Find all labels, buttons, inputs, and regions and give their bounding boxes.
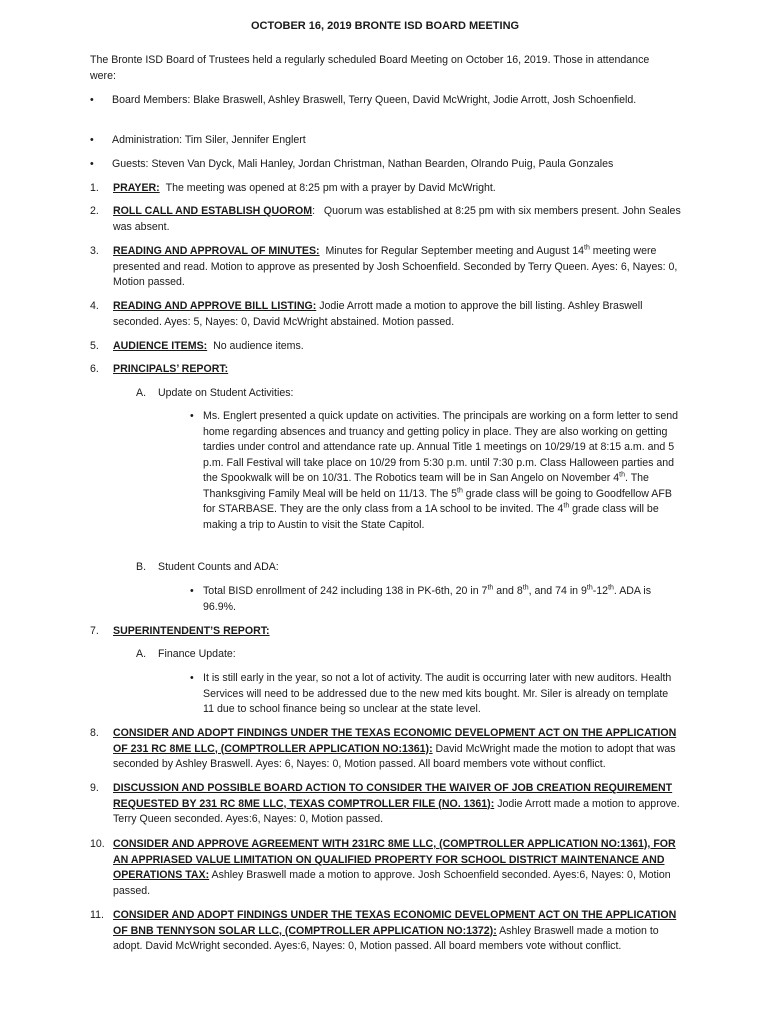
finance-update-text: It is still early in the year, so not a lot of activity. The audit is occurring later with new auditors. Health Services will need to be addressed due to the new med kits bought. Mr. Siler is already on template 11 due to school finance being so unclear at the state level. xyxy=(203,672,672,715)
item-text: David McWright made the motion to adopt that was seconded by Ashley Braswell. Ayes: 6, Nayes: 0, Motion passed. All board members vote without conflict. xyxy=(113,742,676,770)
ordinal-suffix: th xyxy=(619,471,625,479)
item-number: 2. xyxy=(90,205,99,217)
intro-paragraph: The Bronte ISD Board of Trustees held a regularly scheduled Board Meeting on October 16, 2019. Those in attendance were: xyxy=(90,54,650,82)
agenda-item-11 xyxy=(113,908,683,955)
enrollment-text xyxy=(203,584,681,615)
item-heading: PRAYER: xyxy=(113,182,160,194)
paragraph-text: Total BISD enrollment of 242 including 138 in PK-6th, 20 in 7 xyxy=(203,585,488,597)
agenda-item-principals-report xyxy=(113,362,683,378)
agenda-item-prayer xyxy=(113,181,683,197)
ordinal-suffix: th xyxy=(487,584,494,592)
agenda-item-8 xyxy=(113,726,683,773)
agenda-item-9 xyxy=(113,781,683,828)
item-text: Quorum was established at 8:25 pm with six members present. John Seales was absent. xyxy=(113,205,681,233)
item-heading: READING AND APPROVAL OF MINUTES: xyxy=(113,245,320,257)
sub-heading: Update on Student Activities: xyxy=(158,387,294,399)
item-text: meeting were presented and read. Motion to approve as presented by Josh Schoenfield. Seconded by Terry Queen. Ayes: 6, Nayes: 0, Motion passed. xyxy=(113,245,678,288)
item-text: No audience items. xyxy=(213,340,304,352)
item-text: Ashley Braswell made a motion to adopt. David McWright seconded. Ayes:6, Nayes: 0, Motion passed. All board members vote without conflict. xyxy=(113,924,659,952)
item-number: 4. xyxy=(90,300,99,312)
bullet-icon: • xyxy=(90,158,94,170)
item-heading: CONSIDER AND ADOPT FINDINGS UNDER THE TEXAS ECONOMIC DEVELOPMENT ACT ON THE APPLICATION OF BNB TENNYSON SOLAR LLC, (COMPTROLLER APPLICATION NO:1372): xyxy=(113,909,677,937)
item-text: Jodie Arrott made a motion to approve. Terry Queen seconded. Ayes:6, Nayes: 0, Motion passed. xyxy=(113,797,680,825)
sub-letter: A. xyxy=(136,387,147,399)
paragraph-text: Ms. Englert presented a quick update on activities. The principals are working on a form letter to send home regarding absences and truancy and getting policy in place. They are also working on getting tardies under control and attendance rate up. Annual Title 1 meetings on 10/29/19 at 8:15 a.m. and 5 p.m. Fall Festival will take place on 10/29 from 5:30 p.m. until 7:30 p.m. Class Halloween parties and the Spookwalk will be on 10/31. The Robotics team will be in San Angelo on November 4 xyxy=(203,410,679,484)
item-heading: READING AND APPROVE BILL LISTING: xyxy=(113,300,317,312)
item-number: 7. xyxy=(90,625,99,637)
item-text: Jodie Arrott made a motion to approve the bill listing. Ashley Braswell seconded. Ayes: 5, Nayes: 0, David McWright abstained. Motion passed. xyxy=(113,300,643,328)
agenda-item-minutes xyxy=(113,244,683,291)
ordinal-suffix: th xyxy=(457,486,463,494)
sub-heading: Finance Update: xyxy=(158,648,236,660)
sub-letter: B. xyxy=(136,561,147,573)
page-title: OCTOBER 16, 2019 BRONTE ISD BOARD MEETING xyxy=(250,20,520,32)
ordinal-suffix: th xyxy=(586,584,593,592)
item-heading: ROLL CALL AND ESTABLISH QUOROM xyxy=(113,205,313,217)
item-heading: CONSIDER AND ADOPT FINDINGS UNDER THE TEXAS ECONOMIC DEVELOPMENT ACT ON THE APPLICATION OF 231 RC 8ME LLC, (COMPTROLLER APPLICATION NO:1361): xyxy=(113,727,677,755)
item-heading: PRINCIPALS’ REPORT: xyxy=(113,363,229,375)
attendance-text: Administration: Tim Siler, Jennifer Englert xyxy=(112,134,306,146)
item-number: 10. xyxy=(90,838,105,850)
item-heading: AUDIENCE ITEMS: xyxy=(113,340,208,352)
bullet-icon: • xyxy=(90,94,94,106)
item-heading: DISCUSSION AND POSSIBLE BOARD ACTION TO CONSIDER THE WAIVER OF JOB CREATION REQUIREMENT REQUESTED BY 231 RC 8ME LLC, TEXAS COMPTROLLER FILE (NO. 1361): xyxy=(113,782,673,810)
agenda-item-superintendents-report xyxy=(113,624,683,640)
bullet-icon: • xyxy=(90,134,94,146)
item-number: 6. xyxy=(90,363,99,375)
agenda-item-roll-call xyxy=(113,204,683,235)
agenda-item-bill-listing xyxy=(113,299,683,330)
item-number: 5. xyxy=(90,340,99,352)
ordinal-suffix: th xyxy=(522,584,529,592)
item-number: 8. xyxy=(90,727,99,739)
item-number: 11. xyxy=(90,909,104,921)
item-colon: : xyxy=(312,205,316,217)
sub-letter: A. xyxy=(136,648,147,660)
paragraph-text: and 8 xyxy=(493,585,523,597)
bullet-icon: • xyxy=(190,585,194,597)
ordinal-suffix: th xyxy=(584,244,590,252)
ordinal-suffix: th xyxy=(563,502,570,510)
paragraph-text: , and 74 in 9 xyxy=(528,585,587,597)
sub-heading: Student Counts and ADA: xyxy=(158,561,279,573)
item-heading: CONSIDER AND APPROVE AGREEMENT WITH 231RC 8ME LLC, (COMPTROLLER APPLICATION NO:1361), FOR AN APPRIASED VALUE LIMITATION ON QUALIFIED PROPERTY FOR SCHOOL DISTRICT MAINTENANCE AND OPERATIONS TAX: xyxy=(113,838,676,881)
ordinal-suffix: th xyxy=(608,584,614,592)
student-activities-text xyxy=(203,409,681,533)
bullet-icon: • xyxy=(190,410,194,422)
item-heading: SUPERINTENDENT’S REPORT: xyxy=(113,625,270,637)
item-text: The meeting was opened at 8:25 pm with a prayer by David McWright. xyxy=(165,182,496,194)
item-text: Ashley Braswell made a motion to approve. Josh Schoenfield seconded. Ayes:6, Nayes: 0, Motion passed. xyxy=(113,869,671,897)
agenda-item-10 xyxy=(113,837,683,899)
item-text: Minutes for Regular September meeting and August 14 xyxy=(325,245,585,257)
paragraph-text: grade class will be making a trip to Austin to visit the State Capitol. xyxy=(203,503,659,531)
paragraph-text: -12 xyxy=(592,585,609,597)
attendance-text: Guests: Steven Van Dyck, Mali Hanley, Jordan Christman, Nathan Bearden, Olrando Puig, Paula Gonzales xyxy=(112,158,614,170)
paragraph-text: . ADA is 96.9%. xyxy=(203,585,651,613)
paragraph-text: . The Thanksgiving Family Meal will be held on 11/13. The 5 xyxy=(203,472,649,500)
bullet-icon: • xyxy=(190,672,194,684)
agenda-item-audience xyxy=(113,339,683,355)
item-number: 1. xyxy=(90,182,99,194)
item-number: 9. xyxy=(90,782,99,794)
item-number: 3. xyxy=(90,245,99,257)
paragraph-text: grade class will be going to Goodfellow AFB for STARBASE. They are the only class from a 1A school to be invited. The 4 xyxy=(203,487,672,515)
attendance-text: Board Members: Blake Braswell, Ashley Braswell, Terry Queen, David McWright, Jodie Arrott, Josh Schoenfield. xyxy=(112,94,637,106)
